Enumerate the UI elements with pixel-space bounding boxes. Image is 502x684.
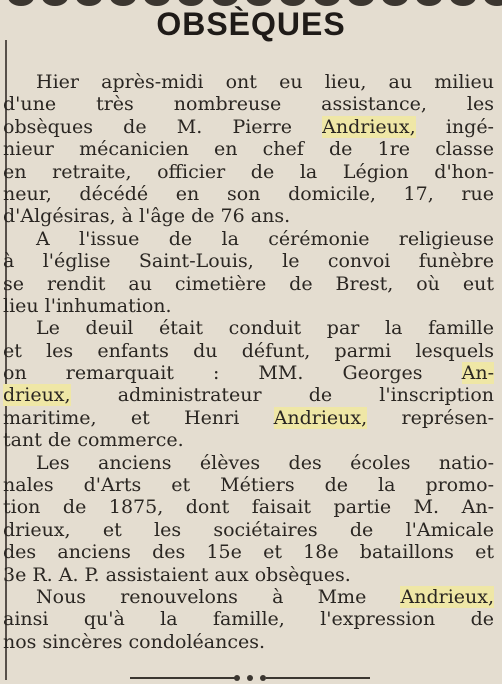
- text-line: [3, 384, 494, 406]
- text-segment: neur, décédé en son domicile, 17, rue: [3, 182, 494, 205]
- text-segment: nos sincères condoléances.: [3, 630, 266, 653]
- highlighted-name: An-: [461, 362, 494, 385]
- text-segment: maritime, et Henri: [3, 406, 274, 429]
- text-line: [3, 407, 494, 429]
- text-line: [36, 452, 494, 474]
- text-segment: à l'église Saint-Louis, le convoi funèbre: [3, 250, 494, 273]
- highlighted-name: drieux,: [3, 384, 71, 407]
- text-line: [3, 183, 494, 205]
- text-line: [3, 161, 494, 183]
- text-segment: on remarquait : MM. Georges: [3, 362, 462, 385]
- text-line: [3, 273, 494, 295]
- text-segment: Les anciens élèves des écoles natio-: [36, 451, 494, 474]
- paragraph: [3, 227, 494, 318]
- text-line: [3, 541, 494, 563]
- text-line: [3, 631, 494, 653]
- text-segment: A l'issue de la cérémonie religieuse: [36, 227, 494, 250]
- text-segment: administrateur de l'inscription: [70, 384, 494, 407]
- text-segment: drieux, et les sociétaires de l'Amicale: [3, 518, 494, 541]
- text-line: [3, 295, 494, 317]
- text-line: [3, 205, 494, 227]
- text-line: [3, 340, 494, 362]
- text-line: [3, 93, 494, 115]
- text-segment: des anciens des 15e et 18e bataillons et: [3, 541, 494, 564]
- text-segment: Nous renouvelons à Mme: [36, 585, 401, 608]
- text-segment: ingé-: [415, 115, 494, 138]
- text-line: [3, 250, 494, 272]
- paragraph: [3, 451, 494, 586]
- text-line: [36, 71, 494, 93]
- footer-ornament: [130, 674, 370, 682]
- text-segment: ainsi qu'à la famille, l'expression de: [3, 608, 494, 631]
- text-segment: d'une très nombreuse assistance, les: [3, 93, 494, 116]
- paragraph: [3, 317, 494, 452]
- text-segment: Le deuil était conduit par la famille: [36, 317, 494, 340]
- paragraph: [3, 585, 494, 653]
- text-segment: se rendit au cimetière de Brest, où eut: [3, 272, 494, 295]
- text-segment: tant de commerce.: [3, 429, 184, 452]
- text-line: [36, 317, 494, 339]
- text-segment: d'Algésiras, à l'âge de 76 ans.: [3, 205, 291, 228]
- article-body: [3, 71, 494, 653]
- text-line: [3, 362, 494, 384]
- text-line: [3, 474, 494, 496]
- text-segment: nales d'Arts et Métiers de la promo-: [3, 474, 494, 497]
- text-segment: lieu l'inhumation.: [3, 294, 172, 317]
- text-line: [3, 138, 494, 160]
- article-title: OBSÈQUES: [156, 6, 346, 42]
- text-segment: et les enfants du défunt, parmi lesquels: [3, 339, 494, 362]
- text-segment: en retraite, officier de la Légion d'hon-: [3, 160, 494, 183]
- text-line: [3, 429, 494, 451]
- text-segment: Hier après-midi ont eu lieu, au milieu: [36, 71, 494, 93]
- paragraph: [3, 71, 494, 228]
- text-line: [3, 496, 494, 518]
- text-line: [36, 228, 494, 250]
- text-line: [3, 519, 494, 541]
- text-segment: nieur mécanicien en chef de 1re classe: [3, 138, 494, 161]
- highlighted-name: Andrieux,: [273, 406, 368, 429]
- highlighted-name: Andrieux,: [400, 585, 494, 608]
- text-line: [3, 564, 494, 586]
- text-segment: 3e R. A. P. assistaient aux obsèques.: [3, 563, 351, 586]
- text-segment: tion de 1875, dont faisait partie M. An-: [3, 496, 494, 519]
- highlighted-name: Andrieux,: [322, 115, 416, 138]
- text-segment: obsèques de M. Pierre: [3, 115, 323, 138]
- text-line: [3, 116, 494, 138]
- text-line: [36, 586, 494, 608]
- text-segment: représen-: [367, 406, 494, 429]
- text-line: [3, 608, 494, 630]
